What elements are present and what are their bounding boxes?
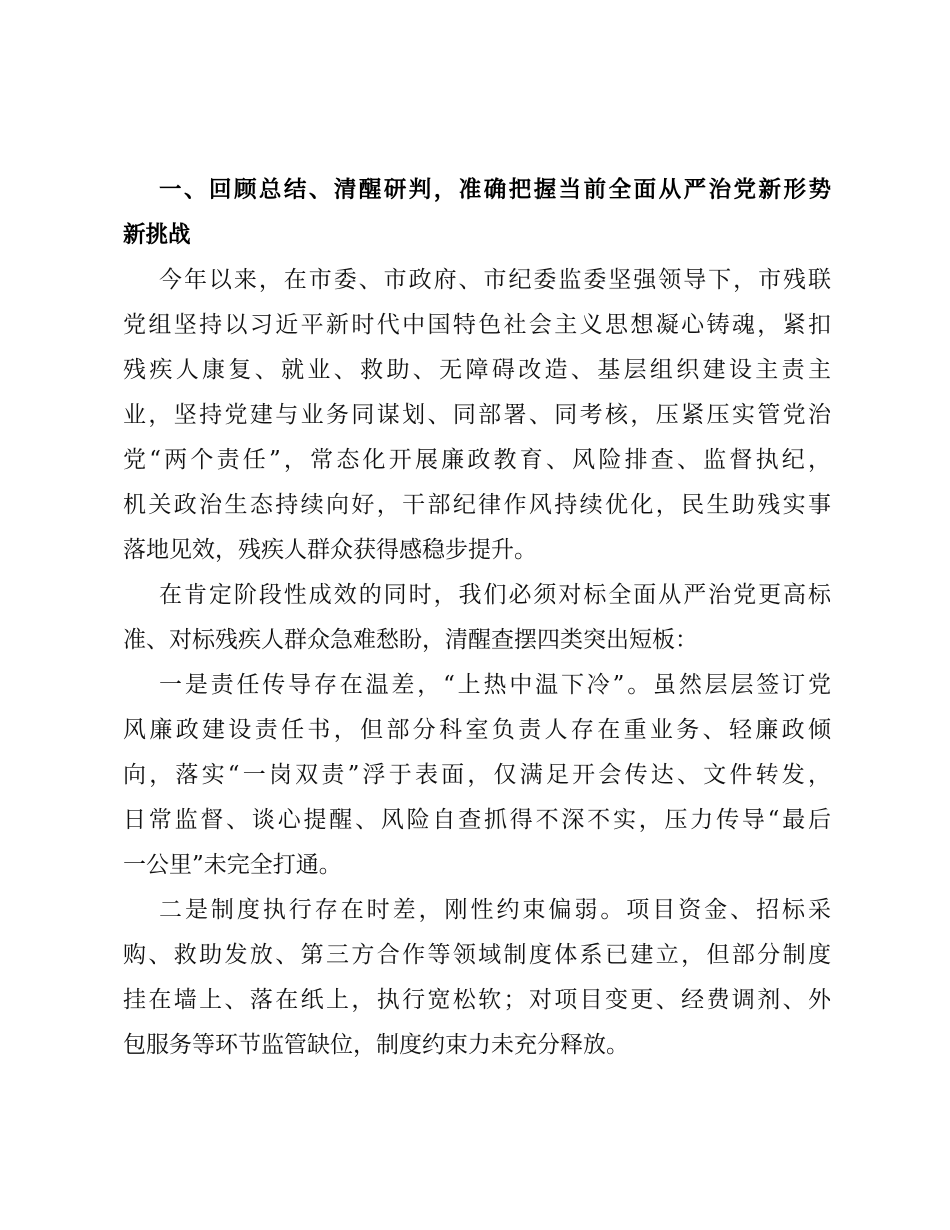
- paragraph-line: 购、救助发放、第三方合作等领域制度体系已建立，但部分制度: [123, 942, 831, 968]
- paragraph-line: 二是制度执行存在时差，刚性约束偏弱。项目资金、招标采: [159, 897, 831, 923]
- paragraph-line: 党组坚持以习近平新时代中国特色社会主义思想凝心铸魂，紧扣: [123, 312, 831, 338]
- paragraph-line: 包服务等环节监管缺位，制度约束力未充分释放。: [123, 1032, 629, 1058]
- paragraph-line: 一公里”未完全打通。: [123, 852, 342, 878]
- paragraph-line: 向，落实“一岗双责”浮于表面，仅满足开会传达、文件转发，: [123, 762, 831, 788]
- paragraph-line: 在肯定阶段性成效的同时，我们必须对标全面从严治党更高标: [159, 582, 831, 608]
- section-heading-line: 一、回顾总结、清醒研判，准确把握当前全面从严治党新形势: [159, 177, 831, 203]
- paragraph-line: 落地见效，残疾人群众获得感稳步提升。: [123, 537, 537, 563]
- paragraph-line: 今年以来，在市委、市政府、市纪委监委坚强领导下，市残联: [159, 267, 831, 293]
- paragraph-line: 党“两个责任”，常态化开展廉政教育、风险排查、监督执纪，: [123, 447, 831, 473]
- document-body: [123, 168, 831, 1068]
- paragraph-line: 挂在墙上、落在纸上，执行宽松软；对项目变更、经费调剂、外: [123, 987, 831, 1013]
- paragraph-line: 一是责任传导存在温差，“上热中温下冷”。虽然层层签订党: [159, 672, 831, 698]
- section-heading-line: 新挑战: [123, 222, 191, 248]
- paragraph-line: 机关政治生态持续向好，干部纪律作风持续优化，民生助残实事: [123, 492, 831, 518]
- paragraph-line: 准、对标残疾人群众急难愁盼，清醒查摆四类突出短板：: [123, 627, 698, 653]
- paragraph-line: 业，坚持党建与业务同谋划、同部署、同考核，压紧压实管党治: [123, 402, 831, 428]
- paragraph-line: 残疾人康复、就业、救助、无障碍改造、基层组织建设主责主: [123, 357, 831, 383]
- paragraph-line: 日常监督、谈心提醒、风险自查抓得不深不实，压力传导“最后: [123, 807, 831, 833]
- paragraph-line: 风廉政建设责任书，但部分科室负责人存在重业务、轻廉政倾: [123, 717, 831, 743]
